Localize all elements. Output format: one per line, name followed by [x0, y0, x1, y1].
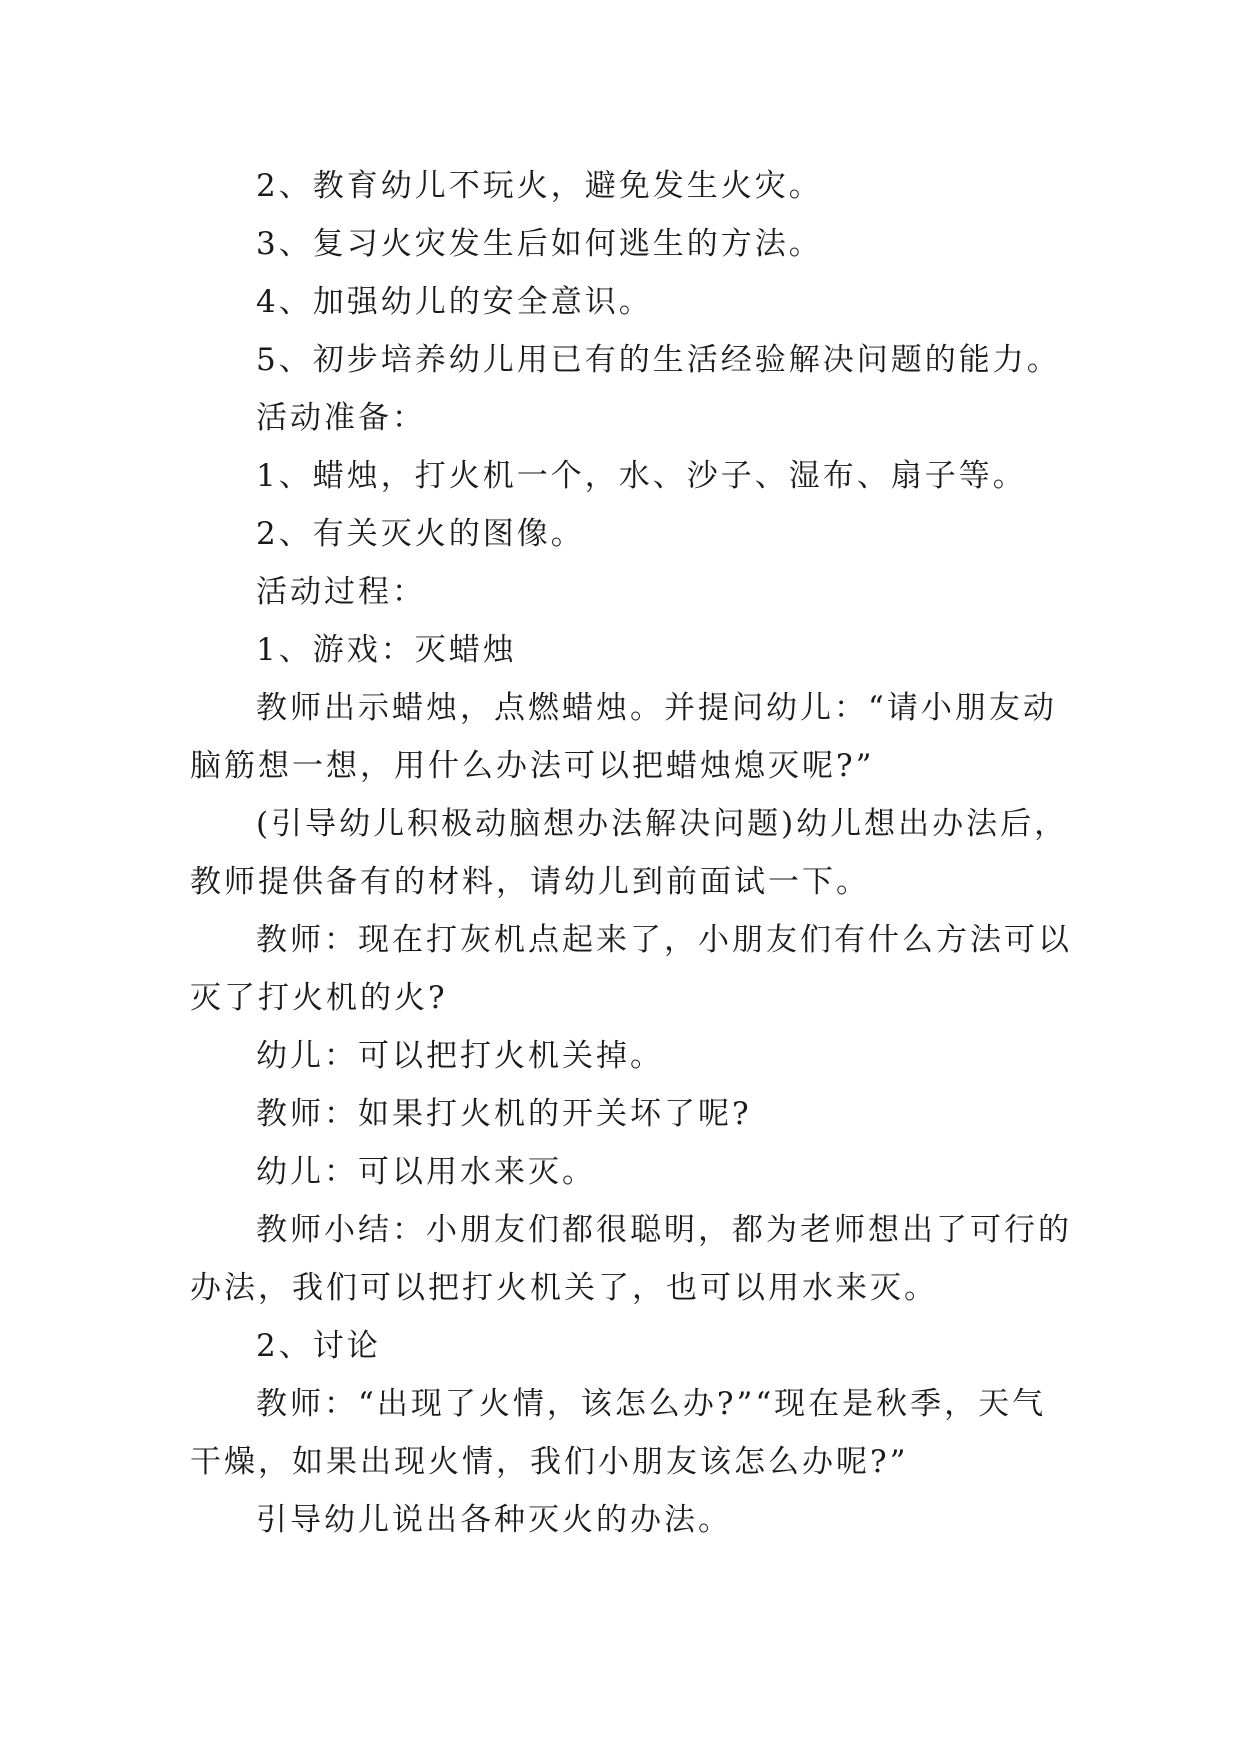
text-line: 幼儿：可以用水来灭。 — [256, 1154, 596, 1190]
text-line: 教师提供备有的材料，请幼儿到前面试一下。 — [190, 864, 870, 900]
text-line: 教师小结：小朋友们都很聪明，都为老师想出了可行的 — [256, 1212, 1072, 1248]
text-line: 灭了打火机的火? — [190, 980, 448, 1016]
text-line: 2、教育幼儿不玩火，避免发生火灾。 — [256, 168, 823, 204]
text-line: 4、加强幼儿的安全意识。 — [256, 284, 653, 320]
text-line: 干燥，如果出现火情，我们小朋友该怎么办呢?” — [190, 1444, 909, 1480]
text-line: 教师出示蜡烛，点燃蜡烛。并提问幼儿：“请小朋友动 — [256, 690, 1057, 726]
section-heading: 活动过程： — [256, 574, 426, 610]
text-line: (引导幼儿积极动脑想办法解决问题)幼儿想出办法后， — [256, 806, 1069, 842]
text-line: 2、讨论 — [256, 1328, 381, 1364]
text-line: 2、有关灭火的图像。 — [256, 516, 585, 552]
text-line: 脑筋想一想，用什么办法可以把蜡烛熄灭呢?” — [190, 748, 875, 784]
text-line: 教师：如果打火机的开关坏了呢? — [256, 1096, 752, 1132]
text-line: 教师：现在打灰机点起来了，小朋友们有什么方法可以 — [256, 922, 1072, 958]
text-line: 引导幼儿说出各种灭火的办法。 — [256, 1502, 732, 1538]
text-line: 3、复习火灾发生后如何逃生的方法。 — [256, 226, 823, 262]
text-line: 幼儿：可以把打火机关掉。 — [256, 1038, 664, 1074]
text-line: 1、游戏：灭蜡烛 — [256, 632, 517, 668]
section-heading: 活动准备： — [256, 400, 426, 436]
text-line: 教师：“出现了火情，该怎么办?”“现在是秋季，天气 — [256, 1386, 1047, 1422]
text-line: 1、蜡烛，打火机一个，水、沙子、湿布、扇子等。 — [256, 458, 1027, 494]
text-line: 办法，我们可以把打火机关了，也可以用水来灭。 — [190, 1270, 938, 1306]
text-line: 5、初步培养幼儿用已有的生活经验解决问题的能力。 — [256, 342, 1061, 378]
